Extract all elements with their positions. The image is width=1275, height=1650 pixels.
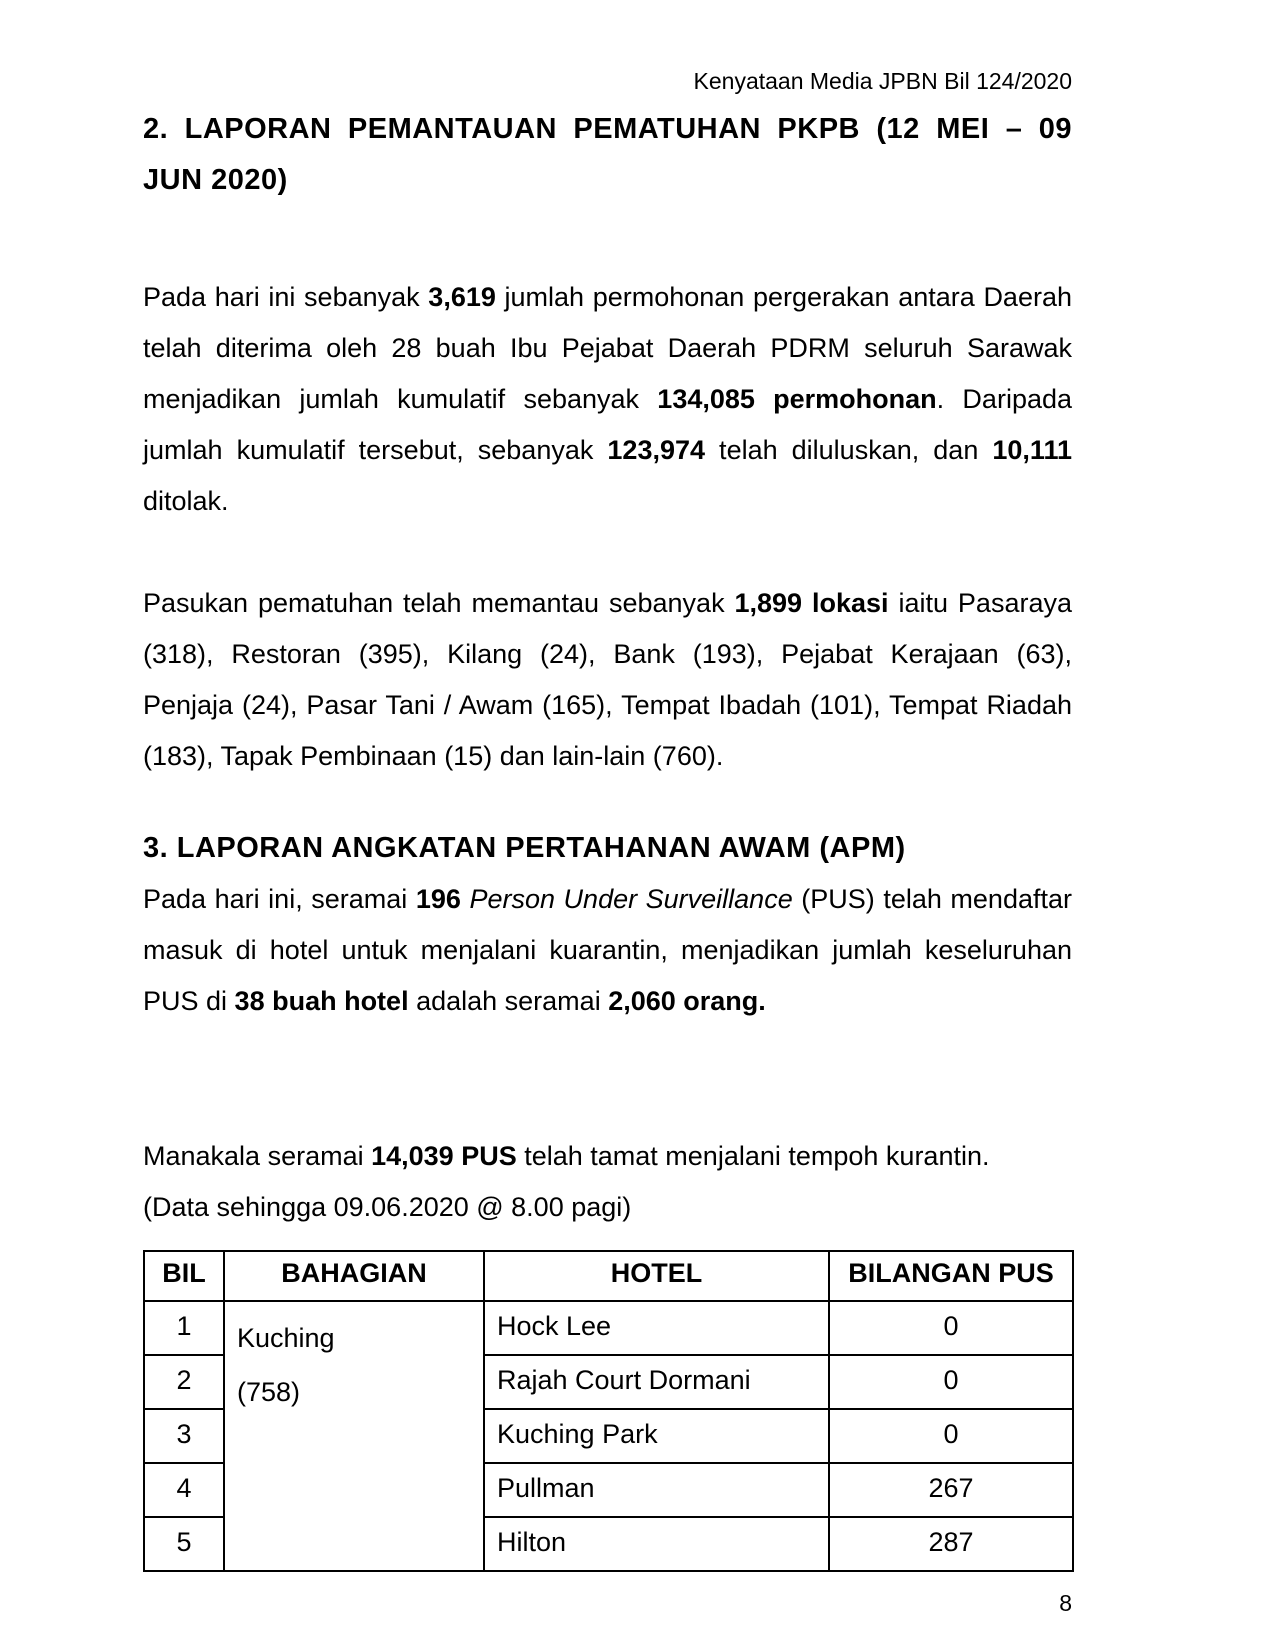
section-3-paragraph-1 (143, 874, 1072, 1027)
table-header-row (144, 1251, 1073, 1301)
page-content (143, 0, 1072, 1618)
text-segment: jumlah permohonan pergerakan antara Daerah telah diterima oleh 28 buah Ibu Pejabat Daerah PDRM seluruh Sarawak menjadikan jumlah kumulatif sebanyak (143, 282, 1072, 414)
text-segment: Pada hari ini, seramai (143, 884, 416, 914)
document-header-reference: Kenyataan Media JPBN Bil 124/2020 (693, 68, 1072, 94)
text-segment: Pada hari ini sebanyak (143, 282, 429, 312)
cell-bil: 4 (144, 1463, 224, 1517)
text-segment: adalah seramai (408, 986, 609, 1016)
pus-hotel-table (143, 1250, 1074, 1572)
column-header-bahagian: BAHAGIAN (224, 1251, 484, 1301)
bahagian-count: (758) (237, 1377, 301, 1407)
section-2-paragraph-2 (143, 578, 1072, 782)
column-header-hotel: HOTEL (484, 1251, 829, 1301)
cell-hotel: Pullman (484, 1463, 829, 1517)
text-segment: Pasukan pematuhan telah memantau sebanyak (143, 588, 735, 618)
cell-pus: 0 (829, 1355, 1073, 1409)
cell-hotel: Rajah Court Dormani (484, 1355, 829, 1409)
cell-hotel: Hock Lee (484, 1301, 829, 1355)
text-segment: Manakala seramai (143, 1141, 372, 1171)
cell-pus: 267 (829, 1463, 1073, 1517)
cell-pus: 0 (829, 1301, 1073, 1355)
text-segment: 1,899 lokasi (734, 588, 889, 618)
text-segment: . Daripada jumlah kumulatif tersebut, sebanyak (143, 384, 1073, 465)
text-segment: 38 buah hotel (234, 986, 409, 1016)
text-segment: iaitu Pasaraya (318), Restoran (395), Kilang (24), Bank (193), Pejabat Kerajaan (63), Penjaja (24), Pasar Tani / Awam (165), Tempat Ibadah (101), Tempat Riadah (183), Tapak Pembinaan (15) dan lain-lain (760). (143, 588, 1072, 771)
data-cutoff-note: (Data sehingga 09.06.2020 @ 8.00 pagi) (143, 1192, 632, 1222)
text-segment: 3,619 (428, 282, 496, 312)
text-segment: ditolak. (143, 486, 229, 516)
text-segment: 134,085 permohonan (657, 384, 937, 414)
cell-hotel: Hilton (484, 1517, 829, 1571)
text-segment: 10,111 (992, 435, 1072, 465)
text-segment: telah tamat menjalani tempoh kurantin. (516, 1141, 990, 1171)
section-2-heading: 2. LAPORAN PEMANTAUAN PEMATUHAN PKPB (12 MEI – 09 JUN 2020) (143, 113, 1072, 196)
text-segment: Person Under Surveillance (469, 884, 793, 914)
page-number: 8 (1059, 1590, 1072, 1616)
column-header-bil: BIL (144, 1251, 224, 1301)
cell-hotel: Kuching Park (484, 1409, 829, 1463)
column-header-bilangan-pus: BILANGAN PUS (829, 1251, 1073, 1301)
cell-bil: 5 (144, 1517, 224, 1571)
text-segment: telah diluluskan, dan (705, 435, 993, 465)
text-segment: 123,974 (607, 435, 706, 465)
text-segment: 14,039 PUS (371, 1141, 517, 1171)
cell-pus: 0 (829, 1409, 1073, 1463)
cell-bahagian (224, 1301, 484, 1571)
text-segment: (PUS) telah mendaftar masuk di hotel untuk menjalani kuarantin, menjadikan jumlah keseluruhan PUS di (143, 884, 1072, 1016)
cell-pus: 287 (829, 1517, 1073, 1571)
section-3-paragraph-2 (143, 1131, 1072, 1182)
text-segment: 196 (415, 884, 461, 914)
cell-bil: 3 (144, 1409, 224, 1463)
table-row (144, 1301, 1073, 1355)
cell-bil: 1 (144, 1301, 224, 1355)
section-3-heading: 3. LAPORAN ANGKATAN PERTAHANAN AWAM (APM) (143, 832, 906, 864)
section-2-paragraph-1 (143, 272, 1072, 527)
cell-bil: 2 (144, 1355, 224, 1409)
bahagian-name: Kuching (237, 1323, 335, 1353)
text-segment: 2,060 orang. (608, 986, 766, 1016)
